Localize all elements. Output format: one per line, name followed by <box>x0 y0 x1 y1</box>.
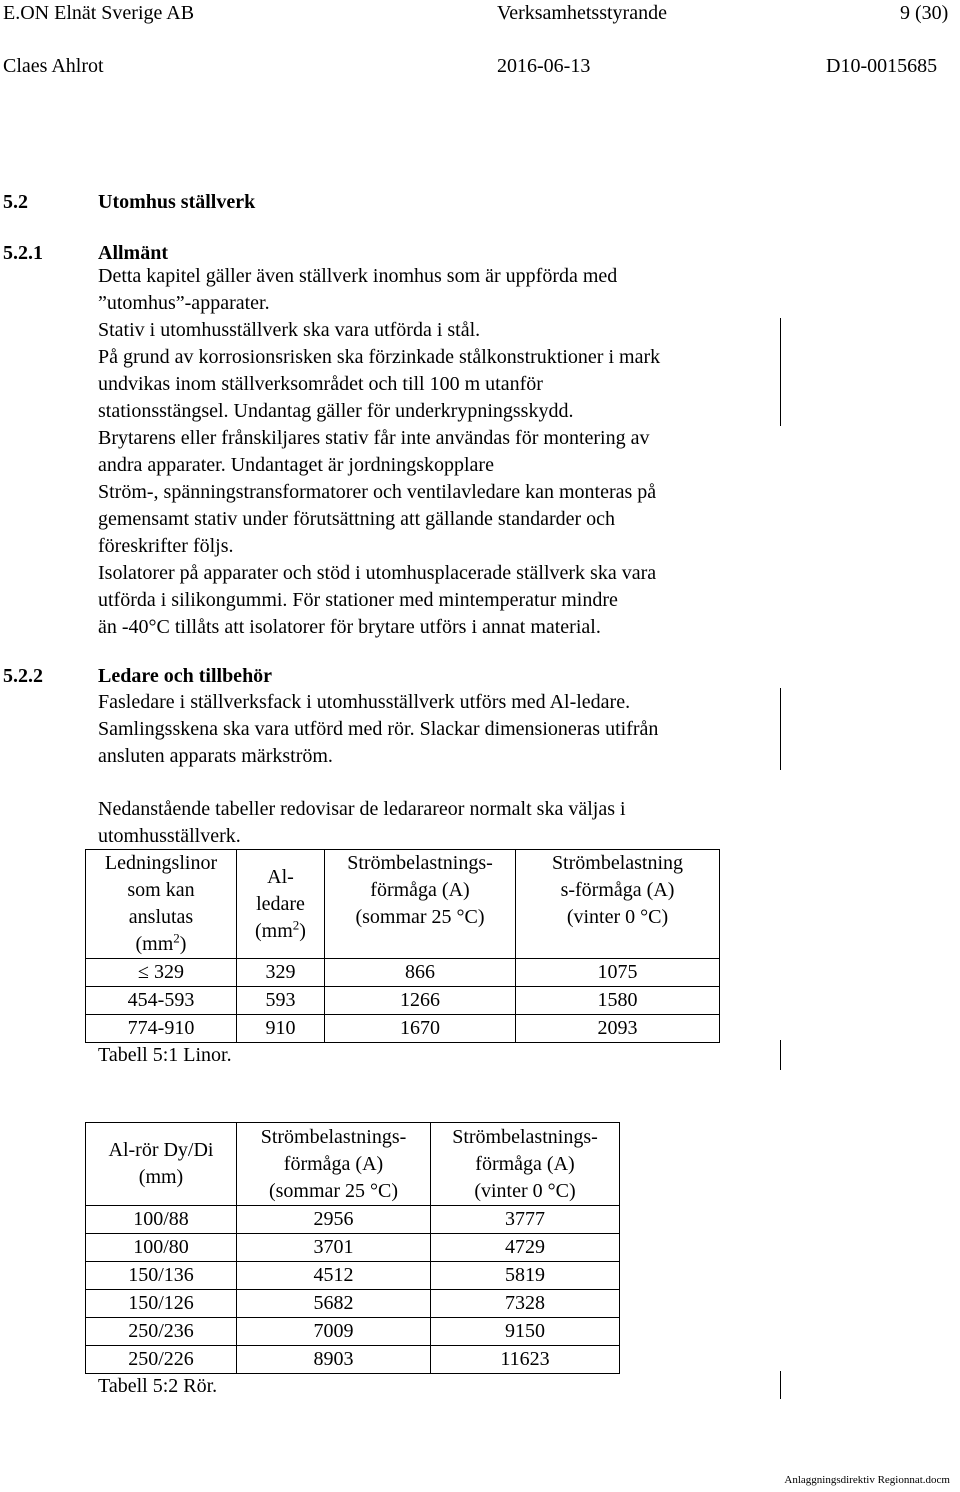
table-cell: 7009 <box>237 1318 431 1346</box>
table-cell: 150/126 <box>86 1290 237 1318</box>
table-row <box>86 987 720 1015</box>
table-cell: 910 <box>237 1015 325 1043</box>
table-cell: 250/226 <box>86 1346 237 1374</box>
header-doc-type: Verksamhetsstyrande <box>497 2 667 24</box>
table-cell: 150/136 <box>86 1262 237 1290</box>
table-cell: 2956 <box>237 1206 431 1234</box>
body-line: utomhusställverk. <box>98 825 241 847</box>
table-cell: 8903 <box>237 1346 431 1374</box>
table-header-row <box>86 1123 620 1206</box>
header-cell: Al- ledare $(mm^2)$ <box>237 850 325 959</box>
table-cell: 3777 <box>431 1206 620 1234</box>
body-line: stationsstängsel. Undantag gäller för underkrypningsskydd. <box>98 400 574 422</box>
table-header-row <box>86 850 720 959</box>
header-company: E.ON Elnät Sverige AB <box>3 2 195 24</box>
body-line: andra apparater. Undantaget är jordningskopplare <box>98 454 494 476</box>
change-bar <box>780 1371 781 1399</box>
body-line: Isolatorer på apparater och stöd i utomhusplacerade ställverk ska vara <box>98 562 657 584</box>
table-cell: 7328 <box>431 1290 620 1318</box>
table-cell: 3701 <box>237 1234 431 1262</box>
section-5-2-1-body <box>98 263 660 641</box>
body-line: utförda i silikongummi. För stationer med mintemperatur mindre <box>98 589 618 611</box>
body-line: Ström-, spänningstransformatorer och ventilavledare kan monteras på <box>98 481 657 503</box>
table-cell: 866 <box>325 959 516 987</box>
section-5-2-2-body <box>98 689 658 770</box>
body-line: Nedanstående tabeller redovisar de ledarareor normalt ska väljas i <box>98 798 626 820</box>
table-cell: 5819 <box>431 1262 620 1290</box>
header-cell: Strömbelastnings- förmåga (A) (sommar 25 °C) <box>237 1123 431 1206</box>
table-cell: 250/236 <box>86 1318 237 1346</box>
table-row <box>86 959 720 987</box>
table-row <box>86 1318 620 1346</box>
table-cell: 11623 <box>431 1346 620 1374</box>
body-line: gemensamt stativ under förutsättning att gällande standarder och <box>98 508 616 530</box>
table-lines-caption: Tabell 5:1 Linor. <box>98 1044 232 1066</box>
body-line: Stativ i utomhusställverk ska vara utförda i stål. <box>98 319 481 341</box>
body-line: än -40°C tillåts att isolatorer för brytare utförs i annat material. <box>98 616 601 638</box>
table-row <box>86 1015 720 1043</box>
table-cell: 1580 <box>516 987 720 1015</box>
table-cell: ≤ 329 <box>86 959 237 987</box>
table-cell: 329 <box>237 959 325 987</box>
table-cell: 4512 <box>237 1262 431 1290</box>
header-cell: Ledningslinor som kan anslutas $(mm^2)$ <box>86 850 237 959</box>
section-5-2-1-title: Allmänt <box>98 242 168 264</box>
body-line: ansluten apparats märkström. <box>98 745 333 767</box>
body-line: Fasledare i ställverksfack i utomhusställverk utförs med Al-ledare. <box>98 691 631 713</box>
table-row <box>86 1206 620 1234</box>
section-5-2-1-number: 5.2.1 <box>3 242 43 264</box>
header-date: 2016-06-13 <box>497 55 591 77</box>
table-cell: 1266 <box>325 987 516 1015</box>
table-cell: 100/80 <box>86 1234 237 1262</box>
table-tubes-caption: Tabell 5:2 Rör. <box>98 1375 218 1397</box>
table-cell: 454-593 <box>86 987 237 1015</box>
header-cell: Strömbelastnings- förmåga (A) (sommar 25 °C) <box>325 850 516 959</box>
body-line: Detta kapitel gäller även ställverk inomhus som är uppförda med <box>98 265 618 287</box>
footer-filename: Anlaggningsdirektiv Regionnat.docm <box>784 1474 950 1486</box>
table-cell: 1670 <box>325 1015 516 1043</box>
change-bar <box>780 318 781 426</box>
section-5-2-2-number: 5.2.2 <box>3 665 43 687</box>
table-cell: 4729 <box>431 1234 620 1262</box>
table-cell: 9150 <box>431 1318 620 1346</box>
section-5-2-number: 5.2 <box>3 191 28 213</box>
body-line: Brytarens eller frånskiljares stativ får inte användas för montering av <box>98 427 650 449</box>
table-lines <box>85 849 720 1043</box>
body-line: Samlingsskena ska vara utförd med rör. Slackar dimensioneras utifrån <box>98 718 659 740</box>
change-bar <box>780 688 781 770</box>
table-tubes <box>85 1122 620 1374</box>
body-line: undvikas inom ställverksområdet och till 100 m utanför <box>98 373 543 395</box>
table-cell: 5682 <box>237 1290 431 1318</box>
header-author: Claes Ahlrot <box>3 55 104 77</box>
table-cell: 2093 <box>516 1015 720 1043</box>
body-line: ”utomhus”-apparater. <box>98 292 270 314</box>
body-line: På grund av korrosionsrisken ska förzinkade stålkonstruktioner i mark <box>98 346 661 368</box>
table-cell: 100/88 <box>86 1206 237 1234</box>
change-bar <box>780 1040 781 1070</box>
section-5-2-title: Utomhus ställverk <box>98 191 256 213</box>
header-cell: Strömbelastning s-förmåga (A) (vinter 0 °C) <box>516 850 720 959</box>
table-row <box>86 1346 620 1374</box>
table-row <box>86 1290 620 1318</box>
header-doc-id: D10-0015685 <box>826 55 938 77</box>
tables-intro <box>98 796 626 850</box>
table-row <box>86 1234 620 1262</box>
table-cell: 1075 <box>516 959 720 987</box>
header-page: 9 (30) <box>900 2 949 24</box>
table-row <box>86 1262 620 1290</box>
table-cell: 593 <box>237 987 325 1015</box>
table-cell: 774-910 <box>86 1015 237 1043</box>
section-5-2-2-title: Ledare och tillbehör <box>98 665 273 687</box>
header-cell: Strömbelastnings- förmåga (A) (vinter 0 °C) <box>431 1123 620 1206</box>
body-line: föreskrifter följs. <box>98 535 234 557</box>
header-cell: Al-rör Dy/Di (mm) <box>86 1123 237 1206</box>
